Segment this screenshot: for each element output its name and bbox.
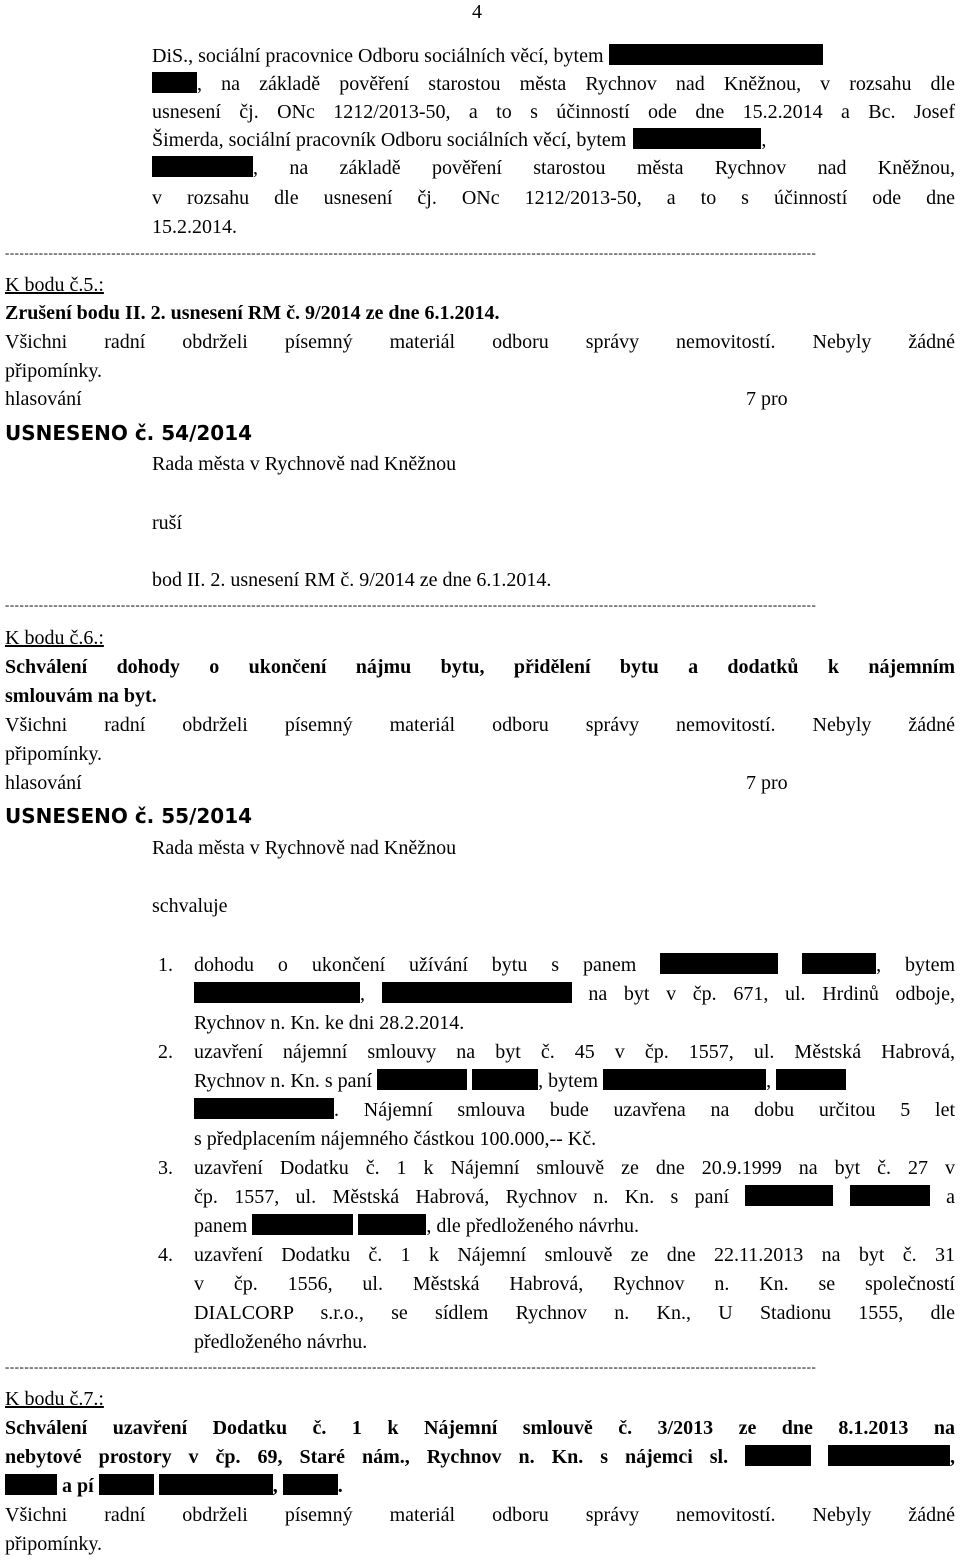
item-title-text: , <box>950 1446 956 1468</box>
list-item-text: dohodu o ukončení užívání bytu s panem <box>194 954 637 976</box>
resolution-verb: schvaluje <box>152 895 228 917</box>
redaction-box <box>382 982 572 1003</box>
redaction-box <box>152 72 197 93</box>
list-item-text: Rychnov n. Kn. s paní <box>194 1070 373 1092</box>
list-number: 4. <box>158 1244 173 1266</box>
council-name: Rada města v Rychnově nad Kněžnou <box>152 837 457 859</box>
redaction-box <box>660 953 778 974</box>
list-item-text: . Nájemní smlouva bude uzavřena na dobu určitou 5 let <box>334 1099 955 1121</box>
intro-text: , <box>761 129 767 151</box>
intro-text: DiS., sociální pracovnice Odboru sociálních věcí, bytem <box>152 45 604 67</box>
redaction-box <box>194 1098 334 1119</box>
list-number: 2. <box>158 1041 173 1063</box>
list-item-text: čp. 1557, ul. Městská Habrová, Rychnov n. Kn. s paní <box>194 1186 730 1208</box>
list-item-text: na byt v čp. 671, ul. Hrdinů odboje, <box>588 983 955 1005</box>
resolution-verb: ruší <box>152 512 182 534</box>
vote-label: hlasování <box>5 388 82 410</box>
item-title-text: , <box>272 1475 278 1497</box>
redaction-box <box>5 1474 57 1495</box>
item-title <box>5 1474 343 1498</box>
list-item-text: , dle předloženého návrhu. <box>426 1215 640 1237</box>
list-item-line: uzavření Dodatku č. 1 k Nájemní smlouvě ze dne 20.9.1999 na byt č. 27 v <box>194 1157 955 1179</box>
redaction-box <box>194 982 360 1003</box>
list-item-text: , <box>766 1070 772 1092</box>
list-item-line: Rychnov n. Kn. ke dni 28.2.2014. <box>194 1012 465 1034</box>
item-heading: K bodu č.5.: <box>5 274 104 296</box>
item-heading: K bodu č.7.: <box>5 1388 104 1410</box>
intro-line: v rozsahu dle usnesení čj. ONc 1212/2013-50, a to s účinností ode dne <box>152 187 955 209</box>
list-item-line <box>194 1069 955 1093</box>
list-item-text: panem <box>194 1215 248 1237</box>
item-note: připomínky. <box>5 360 103 382</box>
resolution-number: USNESENO č. 55/2014 <box>5 804 253 828</box>
item-title: Zrušení bodu II. 2. usnesení RM č. 9/2014 ze dne 6.1.2014. <box>5 302 500 324</box>
list-item-line: uzavření nájemní smlouvy na byt č. 45 v čp. 1557, ul. Městská Habrová, <box>194 1041 955 1063</box>
council-name: Rada města v Rychnově nad Kněžnou <box>152 453 457 475</box>
list-item-text: a <box>946 1186 956 1208</box>
redaction-box <box>776 1069 846 1090</box>
redaction-box <box>99 1474 154 1495</box>
redaction-box <box>633 128 761 149</box>
item-title-text: nebytové prostory v čp. 69, Staré nám., Rychnov n. Kn. s nájemci sl. <box>5 1446 729 1468</box>
intro-line <box>152 44 823 68</box>
intro-text: , na základě pověření starostou města Rychnov nad Kněžnou, v rozsahu dle <box>197 73 955 95</box>
separator: ------------------------------------------------------------------------------------------------------------------------------------------------------------------------ <box>5 598 817 612</box>
vote-result: 7 pro <box>746 388 788 410</box>
redaction-box <box>152 156 253 177</box>
redaction-box <box>603 1069 766 1090</box>
intro-line: usnesení čj. ONc 1212/2013-50, a to s účinností ode dne 15.2.2014 a Bc. Josef <box>152 101 955 123</box>
redaction-box <box>828 1445 950 1466</box>
redaction-box <box>609 44 823 65</box>
list-number: 1. <box>158 954 173 976</box>
redaction-box <box>358 1214 426 1235</box>
redaction-box <box>850 1185 930 1206</box>
redaction-box <box>159 1474 273 1495</box>
item-note: připomínky. <box>5 1533 103 1555</box>
intro-text: Šimerda, sociální pracovník Odboru sociálních věcí, bytem <box>152 129 627 151</box>
item-note: připomínky. <box>5 743 103 765</box>
list-item-line <box>194 953 955 977</box>
list-item-text: , bytem <box>538 1070 599 1092</box>
list-item-line <box>194 1098 955 1122</box>
item-title-text: . <box>337 1475 343 1497</box>
list-item-line: uzavření Dodatku č. 1 k Nájemní smlouvě ze dne 22.11.2013 na byt č. 31 <box>194 1244 955 1266</box>
item-title: Schválení uzavření Dodatku č. 1 k Nájemní smlouvě č. 3/2013 ze dne 8.1.2013 na <box>5 1417 955 1439</box>
list-item-line: DIALCORP s.r.o., se sídlem Rychnov n. Kn., U Stadionu 1555, dle <box>194 1302 955 1324</box>
separator: ------------------------------------------------------------------------------------------------------------------------------------------------------------------------ <box>5 246 817 260</box>
resolution-object: bod II. 2. usnesení RM č. 9/2014 ze dne 6.1.2014. <box>152 569 552 591</box>
list-number: 3. <box>158 1157 173 1179</box>
list-item-line <box>194 1185 955 1209</box>
list-item-line: s předplacením nájemného částkou 100.000,-- Kč. <box>194 1128 597 1150</box>
list-item-line <box>194 1214 639 1238</box>
separator: ------------------------------------------------------------------------------------------------------------------------------------------------------------------------ <box>5 1360 817 1374</box>
redaction-box <box>377 1069 467 1090</box>
list-item-line <box>194 982 955 1006</box>
page-number: 4 <box>472 1 482 23</box>
redaction-box <box>283 1474 338 1495</box>
redaction-box <box>252 1214 353 1235</box>
redaction-box <box>472 1069 538 1090</box>
list-item-text: , bytem <box>876 954 956 976</box>
redaction-box <box>745 1445 811 1466</box>
item-note: Všichni radní obdrželi písemný materiál odboru správy nemovitostí. Nebyly žádné <box>5 1504 955 1526</box>
item-title <box>5 1445 955 1469</box>
intro-line <box>152 72 955 96</box>
resolution-number: USNESENO č. 54/2014 <box>5 421 253 445</box>
item-title: smlouvám na byt. <box>5 685 157 707</box>
redaction-box <box>802 953 876 974</box>
item-note: Všichni radní obdrželi písemný materiál odboru správy nemovitostí. Nebyly žádné <box>5 331 955 353</box>
intro-line <box>152 156 955 180</box>
intro-text: , na základě pověření starostou města Rychnov nad Kněžnou, <box>253 157 955 179</box>
vote-result: 7 pro <box>746 772 788 794</box>
item-title-text: a pí <box>62 1475 94 1497</box>
item-note: Všichni radní obdrželi písemný materiál odboru správy nemovitostí. Nebyly žádné <box>5 714 955 736</box>
item-title: Schválení dohody o ukončení nájmu bytu, přidělení bytu a dodatků k nájemním <box>5 656 955 678</box>
list-item-line: předloženého návrhu. <box>194 1331 368 1353</box>
intro-line: 15.2.2014. <box>152 216 237 238</box>
list-item-line: v čp. 1556, ul. Městská Habrová, Rychnov n. Kn. se společností <box>194 1273 955 1295</box>
vote-label: hlasování <box>5 772 82 794</box>
intro-line <box>152 128 955 152</box>
list-item-text: , <box>360 983 365 1005</box>
redaction-box <box>745 1185 833 1206</box>
item-heading: K bodu č.6.: <box>5 627 104 649</box>
